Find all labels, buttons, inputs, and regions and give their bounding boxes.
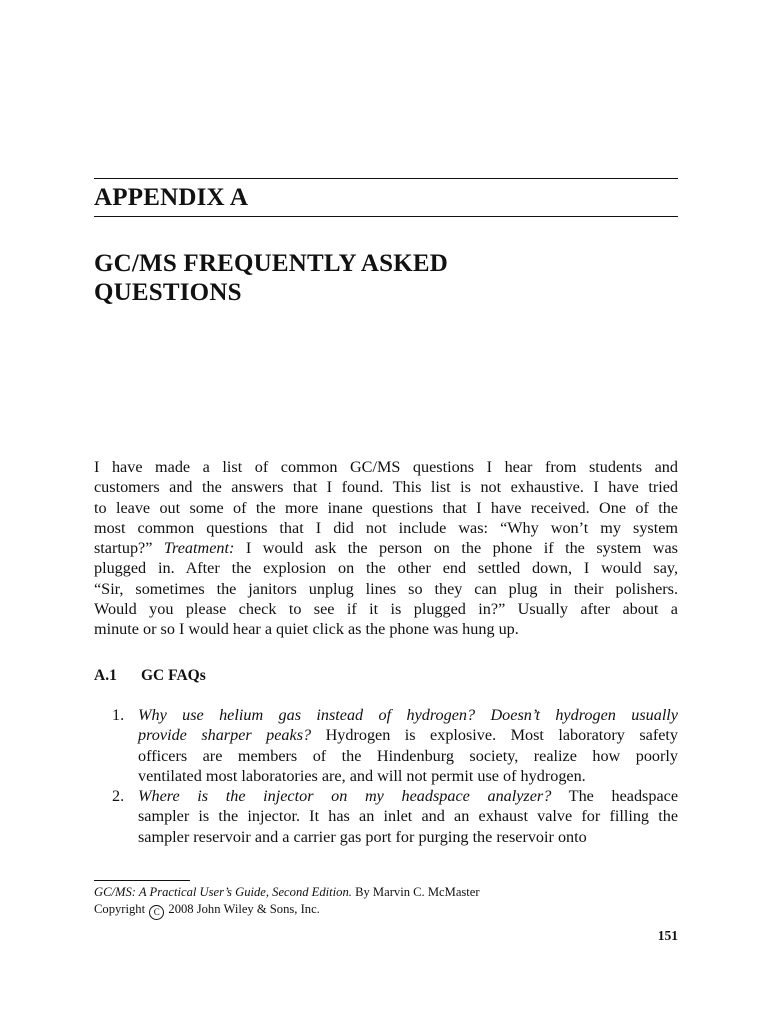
text-run: most common questions that I did not include was: “Why won’t my system bbox=[94, 518, 678, 537]
faq-item bbox=[94, 705, 678, 786]
italic-run: Why use helium gas instead of hydrogen? Doesn’t hydrogen usually bbox=[138, 706, 678, 724]
text-run: I have made a list of common GC/MS questions I hear from students and bbox=[94, 458, 678, 476]
text-line bbox=[94, 599, 678, 619]
text-line bbox=[138, 705, 678, 725]
intro-paragraph bbox=[94, 457, 678, 640]
footnote bbox=[94, 884, 678, 920]
text-run: startup?” bbox=[94, 539, 164, 558]
chapter-rule-top bbox=[94, 178, 678, 179]
text-run: minute or so I would hear a quiet click as the phone was hung up. bbox=[94, 620, 519, 639]
section-number: A.1 bbox=[94, 667, 117, 684]
text-line bbox=[138, 827, 678, 847]
book-title: GC/MS: A Practical User’s Guide bbox=[94, 885, 266, 899]
copyright-icon: C bbox=[149, 905, 164, 920]
chapter-rule-bottom bbox=[94, 216, 678, 217]
text-run: Hydrogen is explosive. Most laboratory safety bbox=[311, 726, 678, 745]
footnote-rule bbox=[94, 880, 190, 881]
text-run: “Sir, sometimes the janitors unplug lines so they can plug in their polishers. bbox=[94, 579, 678, 598]
text-run: The headspace bbox=[551, 787, 678, 806]
appendix-label: APPENDIX A bbox=[94, 184, 249, 211]
faq-item bbox=[94, 786, 678, 847]
text-run: Would you please check to see if it is plugged in?” Usually after about a bbox=[94, 600, 678, 619]
text-line bbox=[94, 619, 678, 639]
text-line bbox=[94, 558, 678, 578]
text-line bbox=[94, 579, 678, 599]
book-edition: , Second Edition. bbox=[265, 885, 352, 899]
italic-run: provide sharper peaks? bbox=[138, 726, 312, 745]
chapter-title-line: GC/MS FREQUENTLY ASKED bbox=[94, 250, 449, 277]
copyright-label: Copyright bbox=[94, 902, 146, 916]
section-heading bbox=[94, 666, 206, 686]
text-run: officers are members of the Hindenburg society, realize how poorly bbox=[138, 746, 678, 765]
text-line bbox=[138, 725, 678, 745]
text-line bbox=[138, 786, 678, 806]
text-run: sampler is the injector. It has an inlet and an exhaust valve for filling the bbox=[138, 807, 678, 826]
text-line bbox=[94, 538, 678, 558]
text-run: plugged in. After the explosion on the other end settled down, I would say, bbox=[94, 559, 678, 578]
italic-run: Where is the injector on my headspace analyzer? bbox=[138, 787, 552, 806]
faq-list bbox=[94, 705, 678, 847]
text-run: to leave out some of the more inane questions that I have received. One of the bbox=[94, 498, 678, 517]
page bbox=[94, 0, 678, 1024]
text-run: sampler reservoir and a carrier gas port for purging the reservoir onto bbox=[138, 827, 587, 846]
section-title: GC FAQs bbox=[141, 667, 206, 684]
footnote-citation bbox=[94, 884, 678, 901]
text-run: I would ask the person on the phone if the system was bbox=[234, 539, 678, 558]
text-line bbox=[138, 746, 678, 766]
book-author: By Marvin C. McMaster bbox=[351, 885, 480, 899]
chapter-title-line: QUESTIONS bbox=[94, 279, 242, 306]
chapter-title bbox=[94, 249, 678, 307]
page-number: 151 bbox=[657, 928, 678, 943]
text-line bbox=[94, 498, 678, 518]
footnote-copyright bbox=[94, 901, 678, 920]
italic-run: Treatment: bbox=[163, 539, 235, 558]
faq-number: 1. bbox=[112, 706, 125, 724]
text-run: customers and the answers that I found. This list is not exhaustive. I have tried bbox=[94, 478, 678, 497]
text-line bbox=[138, 806, 678, 826]
faq-number: 2. bbox=[112, 787, 125, 806]
text-line bbox=[94, 457, 678, 477]
text-run: ventilated most laboratories are, and will not permit use of hydrogen. bbox=[138, 766, 586, 785]
text-line bbox=[94, 477, 678, 497]
text-line bbox=[138, 766, 678, 786]
copyright-holder: 2008 John Wiley & Sons, Inc. bbox=[168, 902, 320, 916]
text-line bbox=[94, 518, 678, 538]
